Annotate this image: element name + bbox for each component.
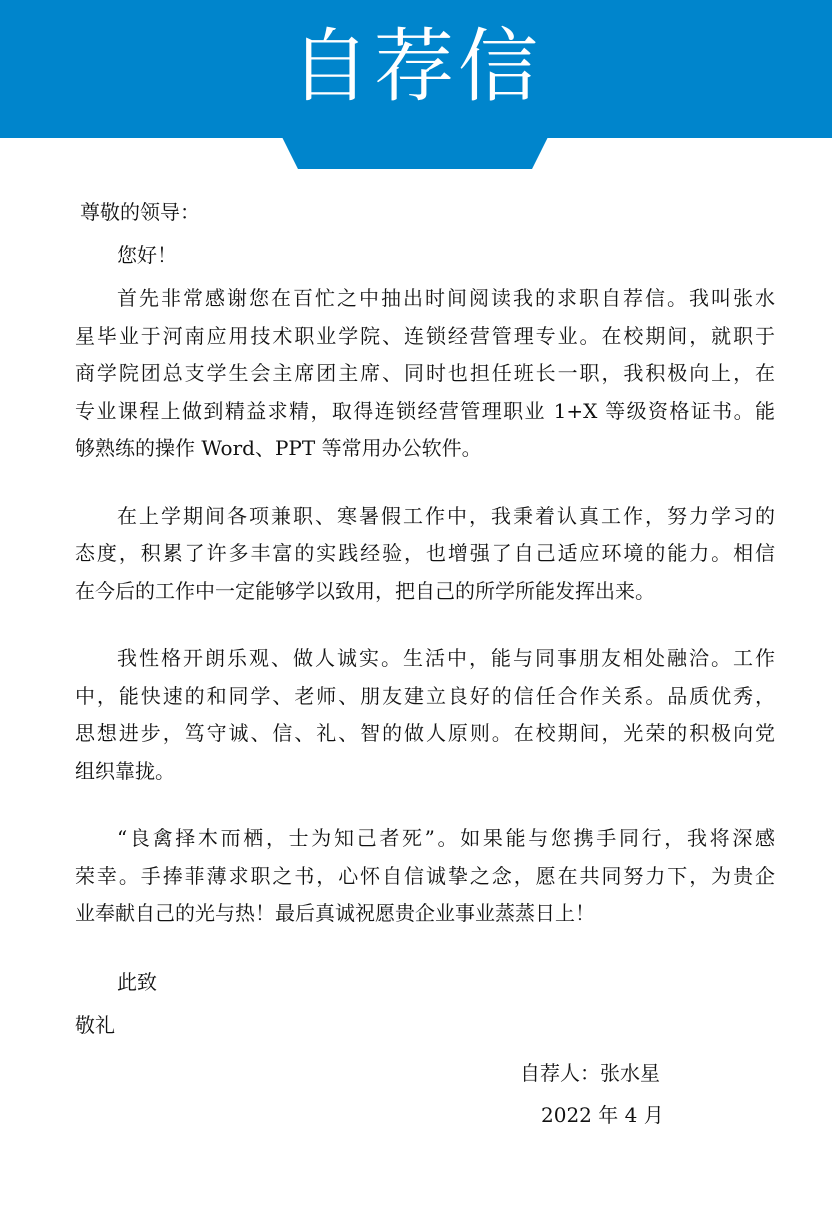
paragraph (75, 504, 775, 617)
paragraph-line: 组织靠拢。 (75, 758, 175, 783)
paragraph-line: 在上学期间各项兼职、寒暑假工作中，我秉着认真工作，努力学习的 (117, 503, 775, 528)
paragraph (75, 286, 775, 474)
paragraph-line: 我性格开朗乐观、做人诚实。生活中，能与同事朋友相处融洽。工作 (117, 646, 775, 670)
paragraph (75, 646, 775, 796)
salutation: 尊敬的领导： (80, 200, 200, 224)
paragraph-line: 荣幸。手捧菲薄求职之书，心怀自信诚挚之念，愿在共同努力下，为贵企 (75, 863, 775, 888)
paragraph-line: 态度，积累了许多丰富的实践经验，也增强了自己适应环境的能力。相信 (75, 541, 775, 565)
paragraph-line: 中，能快速的和同学、老师、朋友建立良好的信任合作关系。品质优秀， (75, 683, 775, 708)
paragraph-line: 星毕业于河南应用技术职业学院、连锁经营管理专业。在校期间，就职于 (75, 323, 775, 348)
letter-body (75, 286, 775, 939)
date: 2022 年 4 月 (541, 1103, 664, 1127)
signature: 自荐人：张水星 (520, 1061, 660, 1085)
paragraph (75, 826, 775, 939)
closing-jingli: 敬礼 (75, 1013, 115, 1037)
paragraph-line: 商学院团总支学生会主席团主席、同时也担任班长一职，我积极向上，在 (75, 361, 775, 385)
paragraph-line: 在今后的工作中一定能够学以致用，把自己的所学所能发挥出来。 (75, 578, 655, 603)
paragraph-line: 够熟练的操作 Word、PPT 等常用办公软件。 (75, 436, 482, 460)
greeting: 您好！ (117, 243, 177, 267)
closing-cizhi: 此致 (117, 970, 157, 994)
paragraph-line: 首先非常感谢您在百忙之中抽出时间阅读我的求职自荐信。我叫张水 (117, 286, 775, 310)
paragraph-line: 业奉献自己的光与热！最后真诚祝愿贵企业事业蒸蒸日上！ (75, 901, 595, 925)
paragraph-line: 专业课程上做到精益求精，取得连锁经营管理职业 1+X 等级资格证书。能 (75, 398, 775, 423)
paragraph-line: “良禽择木而栖，士为知己者死”。如果能与您携手同行，我将深感 (117, 826, 775, 850)
page-title: 自荐信 (290, 20, 542, 113)
paragraph-line: 思想进步，笃守诚、信、礼、智的做人原则。在校期间，光荣的积极向党 (75, 721, 775, 745)
header-tab-decoration (282, 137, 548, 169)
